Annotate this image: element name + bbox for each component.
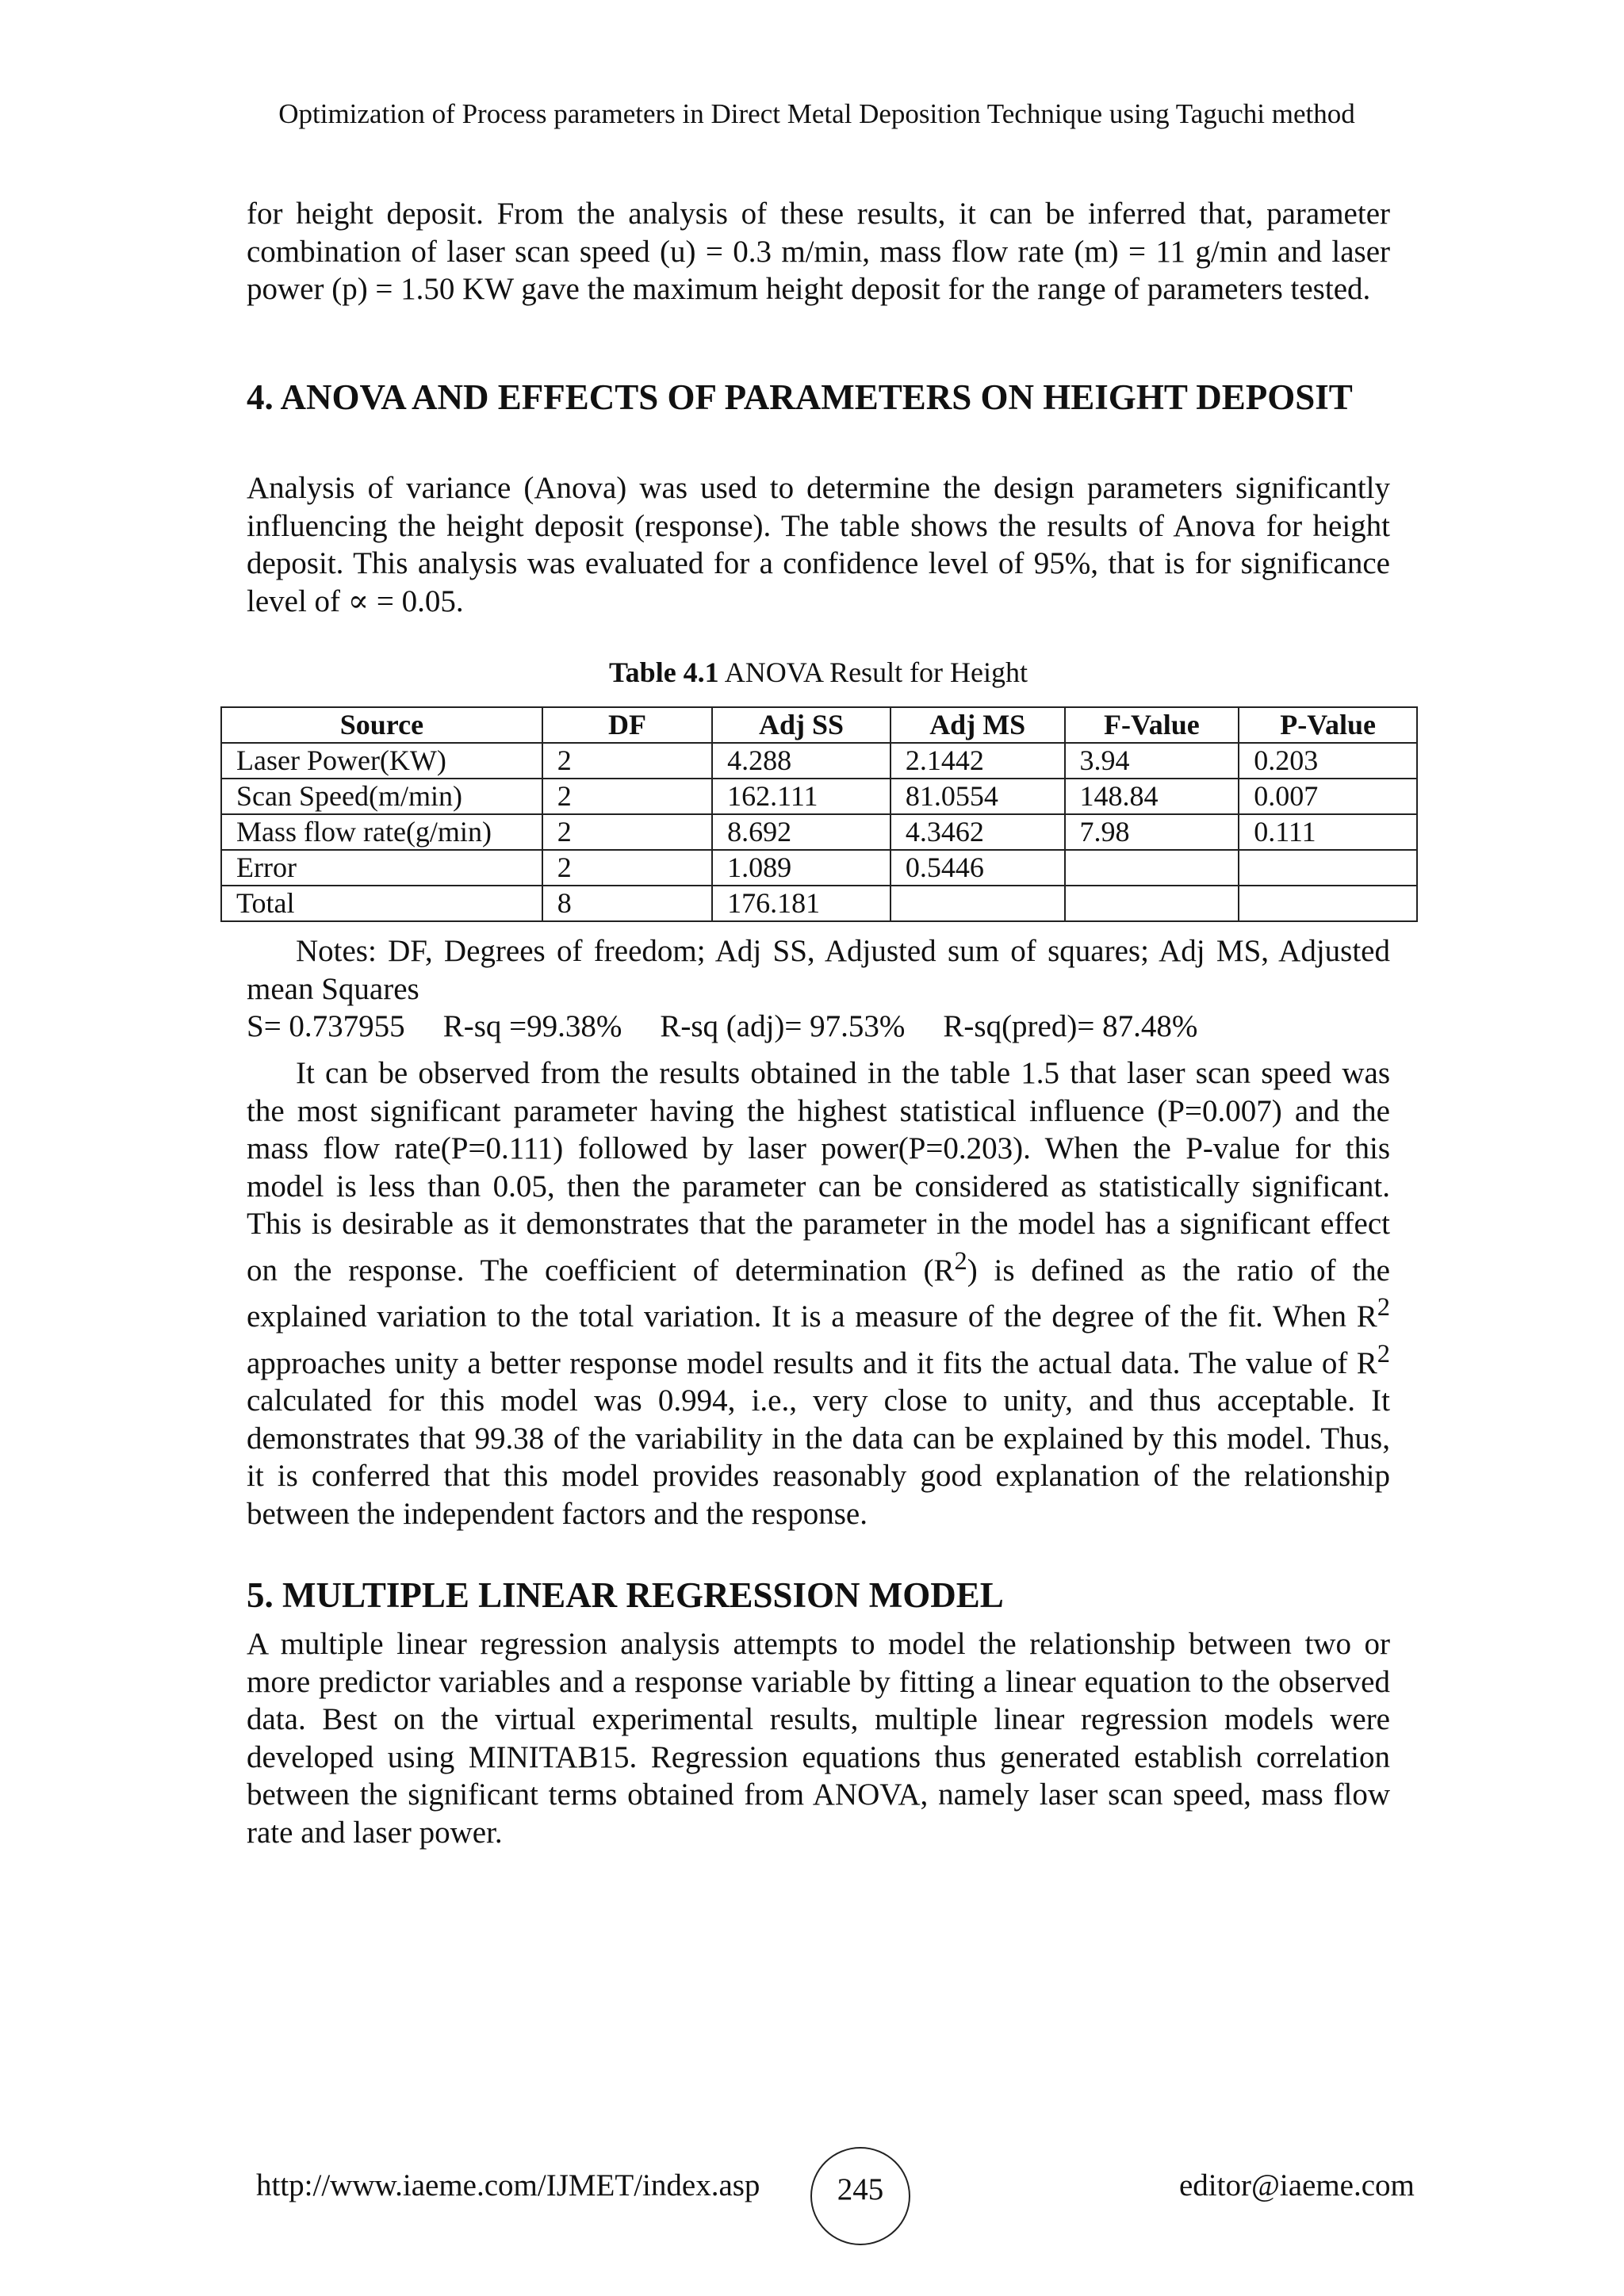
col-header-adj-ms: Adj MS <box>891 707 1065 743</box>
table-row <box>221 779 1417 814</box>
col-header-df: DF <box>542 707 712 743</box>
col-header-source: Source <box>221 707 542 743</box>
table-cell: 2 <box>542 779 712 814</box>
table-cell: 0.203 <box>1239 743 1417 779</box>
col-header-f-value: F-Value <box>1065 707 1239 743</box>
table-cell: Mass flow rate(g/min) <box>221 814 542 850</box>
discussion-text: It can be observed from the results obtained in the table 1.5 that laser scan speed was the most significant parameter having the highest statistical influence (P=0.007) and the mass flow rate(P=0.111) followed by laser power(P=0.203). When the P-value for this model is less than 0.05, then the parameter can be considered as statistically significant. This is desirable as it demonstrates that the parameter in the model has a significant effect on the response. The coefficient of determination (R <box>247 1056 1390 1288</box>
section-5-heading: 5. MULTIPLE LINEAR REGRESSION MODEL <box>247 1575 1004 1615</box>
section-4-body <box>247 469 1390 620</box>
table-cell: 4.3462 <box>891 814 1065 850</box>
table-cell: Laser Power(KW) <box>221 743 542 779</box>
table-cell: 2 <box>542 814 712 850</box>
page-number: 245 <box>810 2147 910 2245</box>
table-row <box>221 850 1417 886</box>
table-row <box>221 743 1417 779</box>
table-cell: 162.111 <box>712 779 891 814</box>
table-row <box>221 814 1417 850</box>
discussion-paragraph <box>247 1054 1390 1533</box>
page-footer <box>0 2147 1624 2226</box>
table-row <box>221 886 1417 921</box>
stat-s: S= 0.737955 <box>247 1009 405 1043</box>
table-cell: 176.181 <box>712 886 891 921</box>
stat-rsq: R-sq =99.38% <box>442 1009 622 1043</box>
col-header-p-value: P-Value <box>1239 707 1417 743</box>
table-cell: Error <box>221 850 542 886</box>
stat-rsq-adj: R-sq (adj)= 97.53% <box>660 1009 906 1043</box>
table-cell <box>1239 850 1417 886</box>
table-cell: 4.288 <box>712 743 891 779</box>
superscript: 2 <box>954 1246 967 1276</box>
table-cell: 1.089 <box>712 850 891 886</box>
stat-rsq-pred: R-sq(pred)= 87.48% <box>943 1009 1198 1043</box>
notes-block <box>247 932 1390 1045</box>
table-header-row <box>221 707 1417 743</box>
section-4-paragraph: Analysis of variance (Anova) was used to determine the design parameters significantly influencing the height deposit (response). The table shows the results of Anova for height deposit. This analysis was evaluated for a confidence level of 95%, that is for significance level of ∝ = 0.05. <box>247 471 1390 618</box>
section-5-body <box>247 1625 1390 1851</box>
table-cell: 0.007 <box>1239 779 1417 814</box>
discussion-block <box>247 1054 1390 1533</box>
table-cell <box>1239 886 1417 921</box>
table-cell: 7.98 <box>1065 814 1239 850</box>
anova-table <box>220 706 1418 922</box>
table-cell: 2 <box>542 743 712 779</box>
table-caption-text: ANOVA Result for Height <box>718 656 1028 688</box>
table-cell: 0.5446 <box>891 850 1065 886</box>
model-stats <box>247 1008 1390 1045</box>
table-cell: 2.1442 <box>891 743 1065 779</box>
table-cell: 0.111 <box>1239 814 1417 850</box>
section-4-heading: 4. ANOVA AND EFFECTS OF PARAMETERS ON HEIGHT DEPOSIT <box>247 377 1353 417</box>
table-cell: 8 <box>542 886 712 921</box>
footer-url-link[interactable]: http://www.iaeme.com/IJMET/index.asp <box>256 2168 760 2202</box>
table-cell: Scan Speed(m/min) <box>221 779 542 814</box>
table-cell: 3.94 <box>1065 743 1239 779</box>
footer-email-link[interactable]: editor@iaeme.com <box>1179 2168 1415 2202</box>
table-cell: 81.0554 <box>891 779 1065 814</box>
table-cell: 148.84 <box>1065 779 1239 814</box>
discussion-text: calculated for this model was 0.994, i.e., very close to unity, and thus acceptable. It demonstrates that 99.38 of the variability in the data can be explained by this model. Thus, it is conferred that this model provides reasonably good explanation of the relationship between the independent factors and the response. <box>247 1383 1390 1531</box>
table-caption-label: Table 4.1 <box>608 656 719 688</box>
intro-paragraph: for height deposit. From the analysis of these results, it can be inferred that, parameter combination of laser scan speed (u) = 0.3 m/min, mass flow rate (m) = 11 g/min and laser power (p) = 1.50 KW gave the maximum height deposit for the range of parameters tested. <box>247 197 1390 306</box>
table-cell <box>1065 886 1239 921</box>
discussion-text: approaches unity a better response model results and it fits the actual data. The value of R <box>247 1345 1377 1380</box>
discussion-text: ) is defined as the ratio of the explained variation to the total variation. It is a measure of the degree of the fit. When R <box>247 1253 1390 1334</box>
intro-block <box>247 195 1390 308</box>
section-5-paragraph: A multiple linear regression analysis attempts to model the relationship between two or more predictor variables and a response variable by fitting a linear equation to the observed data. Best on the virtual experimental results, multiple linear regression models were developed using MINITAB15. Regression equations thus generated establish correlation between the significant terms obtained from ANOVA, namely laser scan speed, mass flow rate and laser power. <box>247 1627 1390 1850</box>
superscript: 2 <box>1377 1339 1390 1368</box>
col-header-adj-ss: Adj SS <box>712 707 891 743</box>
running-head: Optimization of Process parameters in Direct Metal Deposition Technique using Taguchi method <box>278 98 1355 129</box>
table-cell <box>891 886 1065 921</box>
superscript: 2 <box>1377 1293 1390 1322</box>
table-cell: 8.692 <box>712 814 891 850</box>
table-cell: Total <box>221 886 542 921</box>
table-cell: 2 <box>542 850 712 886</box>
table-caption <box>247 655 1390 690</box>
table-notes: Notes: DF, Degrees of freedom; Adj SS, Adjusted sum of squares; Adj MS, Adjusted mean Squares <box>247 934 1390 1006</box>
table-cell <box>1065 850 1239 886</box>
